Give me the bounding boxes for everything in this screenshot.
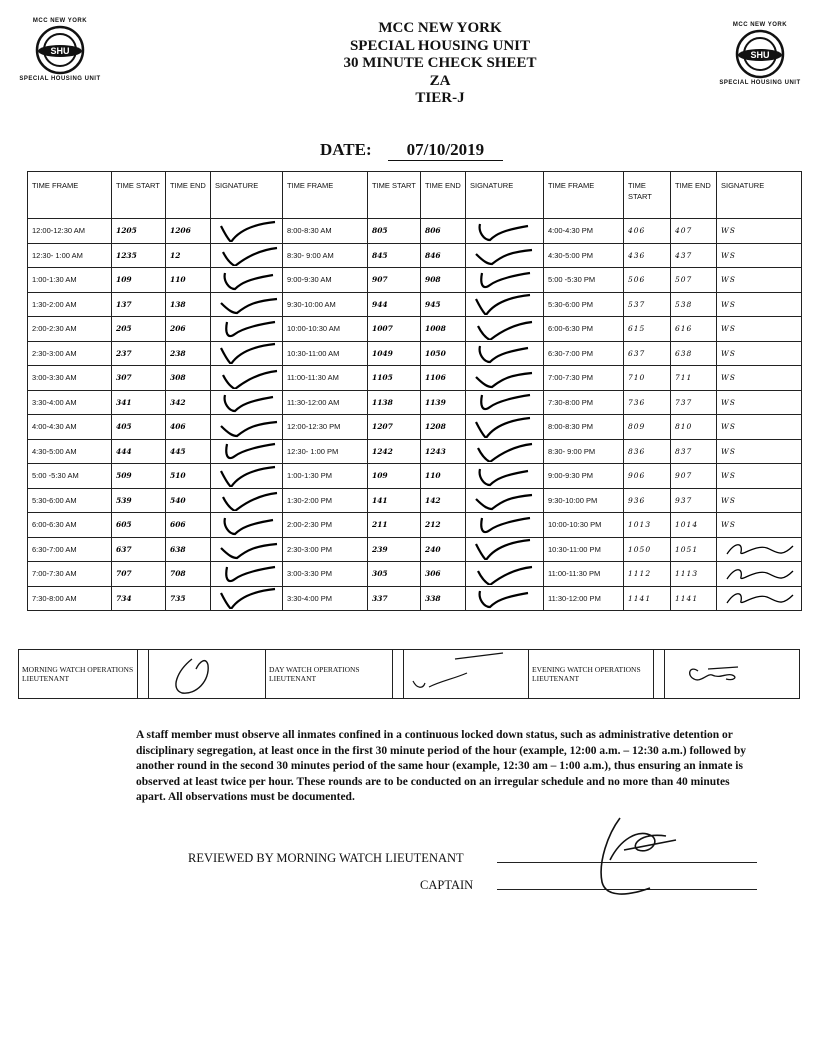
signature-cell (211, 586, 283, 611)
time-end-cell: 711 (671, 366, 717, 391)
time-end-cell: 1243 (421, 439, 466, 464)
time-frame-cell: 5:30-6:00 AM (28, 488, 112, 513)
time-end-cell: 1051 (671, 537, 717, 562)
signature-cell (211, 317, 283, 342)
time-frame-cell: 10:30-11:00 PM (544, 537, 624, 562)
signature-cell (211, 366, 283, 391)
time-start-cell: 1013 (624, 513, 671, 538)
signature-cell (466, 488, 544, 513)
column-header: TIME START (112, 172, 166, 219)
time-end-cell: 708 (166, 562, 211, 587)
table-row (28, 537, 802, 562)
handwritten-signature (215, 587, 283, 609)
time-end-cell: 937 (671, 488, 717, 513)
time-start-cell: 539 (112, 488, 166, 513)
time-frame-cell: 7:00-7:30 AM (28, 562, 112, 587)
time-frame-cell: 11:30-12:00 PM (544, 586, 624, 611)
signature-cell (717, 537, 802, 562)
column-header: SIGNATURE (466, 172, 544, 219)
handwritten-signature (215, 440, 283, 462)
time-frame-cell: 1:00-1:30 PM (283, 464, 368, 489)
column-header: TIME FRAME (283, 172, 368, 219)
time-end-cell: 1008 (421, 317, 466, 342)
time-start-cell: 637 (624, 341, 671, 366)
signature-initials-cell: WS (717, 268, 802, 293)
signature-initials-cell: WS (717, 513, 802, 538)
signature-cell (466, 562, 544, 587)
time-end-cell: 810 (671, 415, 717, 440)
time-start-cell: 1235 (112, 243, 166, 268)
signature-cell (466, 317, 544, 342)
signature-cell (466, 464, 544, 489)
time-frame-cell: 4:00-4:30 PM (544, 219, 624, 244)
table-row (28, 243, 802, 268)
table-row (28, 488, 802, 513)
time-frame-cell: 12:30- 1:00 PM (283, 439, 368, 464)
signature-cell (211, 390, 283, 415)
handwritten-signature (215, 342, 283, 364)
time-end-cell: 1206 (166, 219, 211, 244)
time-end-cell: 212 (421, 513, 466, 538)
handwritten-signature (215, 293, 283, 315)
time-frame-cell: 8:30- 9:00 PM (544, 439, 624, 464)
table-row (28, 586, 802, 611)
signature-cell (466, 243, 544, 268)
table-row (28, 268, 802, 293)
table-row (28, 415, 802, 440)
reviewer-handwritten-signature (580, 810, 690, 905)
time-frame-cell: 8:30- 9:00 AM (283, 243, 368, 268)
time-end-cell: 406 (166, 415, 211, 440)
time-start-cell: 944 (368, 292, 421, 317)
column-header: TIME END (421, 172, 466, 219)
handwritten-signature (215, 514, 283, 536)
time-frame-cell: 8:00-8:30 PM (544, 415, 624, 440)
time-end-cell: 908 (421, 268, 466, 293)
time-frame-cell: 12:00-12:30 PM (283, 415, 368, 440)
day-watch-label: DAY WATCH OPERATIONS LIEUTENANT (266, 650, 393, 699)
time-frame-cell: 6:30-7:00 AM (28, 537, 112, 562)
heading-line-2: SPECIAL HOUSING UNIT (349, 37, 531, 54)
time-frame-cell: 1:30-2:00 AM (28, 292, 112, 317)
signature-cell (466, 268, 544, 293)
date-value: 07/10/2019 (388, 140, 503, 161)
time-end-cell: 846 (421, 243, 466, 268)
time-end-cell: 1139 (421, 390, 466, 415)
time-start-cell: 1207 (368, 415, 421, 440)
logo-text-bottom: SPECIAL HOUSING UNIT (19, 76, 101, 82)
signature-cell (466, 537, 544, 562)
time-start-cell: 444 (112, 439, 166, 464)
morning-watch-signature (149, 650, 266, 699)
time-end-cell: 238 (166, 341, 211, 366)
time-start-cell: 734 (112, 586, 166, 611)
signature-cell (211, 439, 283, 464)
time-end-cell: 1113 (671, 562, 717, 587)
table-row (28, 341, 802, 366)
signature-cell (211, 464, 283, 489)
time-end-cell: 1141 (671, 586, 717, 611)
time-end-cell: 342 (166, 390, 211, 415)
time-frame-cell: 5:00 -5:30 AM (28, 464, 112, 489)
date-row (320, 140, 503, 161)
heading-line-5: TIER-J (415, 90, 465, 106)
signature-cell (211, 292, 283, 317)
time-frame-cell: 5:00 -5:30 PM (544, 268, 624, 293)
column-header: TIME START (624, 172, 671, 219)
time-end-cell: 110 (166, 268, 211, 293)
time-end-cell: 507 (671, 268, 717, 293)
time-end-cell: 12 (166, 243, 211, 268)
sheet-heading (250, 20, 630, 108)
column-header: SIGNATURE (717, 172, 802, 219)
handwritten-signature (470, 563, 540, 585)
seal-icon (34, 24, 86, 76)
time-frame-cell: 3:30-4:00 PM (283, 586, 368, 611)
handwritten-signature (470, 440, 540, 462)
time-start-cell: 736 (624, 390, 671, 415)
column-header: TIME END (166, 172, 211, 219)
time-frame-cell: 7:30-8:00 AM (28, 586, 112, 611)
time-frame-cell: 2:00-2:30 AM (28, 317, 112, 342)
handwritten-signature (470, 416, 540, 438)
handwritten-signature (215, 269, 283, 291)
logo-text-bottom: SPECIAL HOUSING UNIT (719, 80, 801, 86)
time-end-cell: 1106 (421, 366, 466, 391)
time-end-cell: 308 (166, 366, 211, 391)
handwritten-signature (470, 293, 540, 315)
signature-cell (466, 439, 544, 464)
captain-label: CAPTAIN (420, 878, 474, 892)
table-row (28, 513, 802, 538)
time-frame-cell: 11:30-12:00 AM (283, 390, 368, 415)
handwritten-signature (215, 416, 283, 438)
time-start-cell: 906 (624, 464, 671, 489)
time-start-cell: 237 (112, 341, 166, 366)
handwritten-signature (470, 367, 540, 389)
morning-watch-label: MORNING WATCH OPERATIONS LIEUTENANT (19, 650, 138, 699)
time-end-cell: 306 (421, 562, 466, 587)
column-header: TIME FRAME (28, 172, 112, 219)
time-end-cell: 510 (166, 464, 211, 489)
signature-initials-cell: WS (717, 464, 802, 489)
evening-watch-signature (665, 650, 800, 699)
signature-cell (466, 513, 544, 538)
time-frame-cell: 10:00-10:30 PM (544, 513, 624, 538)
time-start-cell: 1049 (368, 341, 421, 366)
handwritten-signature (215, 538, 283, 560)
signature-initials-cell: WS (717, 341, 802, 366)
handwritten-signature (470, 269, 540, 291)
table-row (28, 562, 802, 587)
signature-cell (211, 268, 283, 293)
shu-logo-left (14, 18, 106, 82)
handwritten-signature (470, 538, 540, 560)
time-frame-cell: 11:00-11:30 PM (544, 562, 624, 587)
signature-cell (717, 562, 802, 587)
time-frame-cell: 4:30-5:00 PM (544, 243, 624, 268)
table-row (28, 464, 802, 489)
watch-signoff-table (18, 649, 800, 699)
time-frame-cell: 9:30-10:00 PM (544, 488, 624, 513)
time-start-cell: 936 (624, 488, 671, 513)
time-end-cell: 407 (671, 219, 717, 244)
handwritten-signature (215, 489, 283, 511)
time-end-cell: 606 (166, 513, 211, 538)
time-start-cell: 307 (112, 366, 166, 391)
time-start-cell: 141 (368, 488, 421, 513)
time-frame-cell: 6:00-6:30 PM (544, 317, 624, 342)
table-row (28, 219, 802, 244)
table-row (28, 292, 802, 317)
time-end-cell: 445 (166, 439, 211, 464)
time-frame-cell: 9:00-9:30 AM (283, 268, 368, 293)
signature-cell (466, 219, 544, 244)
signature-cell (211, 243, 283, 268)
time-start-cell: 605 (112, 513, 166, 538)
column-header: TIME FRAME (544, 172, 624, 219)
handwritten-signature (215, 367, 283, 389)
logo-text-top: MCC NEW YORK (732, 22, 788, 28)
time-frame-cell: 12:30- 1:00 AM (28, 243, 112, 268)
signature-cell (466, 292, 544, 317)
handwritten-signature (470, 514, 540, 536)
time-frame-cell: 6:00-6:30 AM (28, 513, 112, 538)
signature-initials-cell: WS (717, 219, 802, 244)
signature-initials-cell: WS (717, 243, 802, 268)
time-end-cell: 138 (166, 292, 211, 317)
time-start-cell: 405 (112, 415, 166, 440)
time-frame-cell: 10:30-11:00 AM (283, 341, 368, 366)
handwritten-signature (215, 244, 283, 266)
time-end-cell: 1050 (421, 341, 466, 366)
signature-cell (717, 586, 802, 611)
handwritten-signature (470, 342, 540, 364)
time-start-cell: 436 (624, 243, 671, 268)
signature-initials-cell: WS (717, 415, 802, 440)
time-frame-cell: 1:00-1:30 AM (28, 268, 112, 293)
time-frame-cell: 9:30-10:00 AM (283, 292, 368, 317)
day-watch-signature (404, 650, 529, 699)
time-frame-cell: 10:00-10:30 AM (283, 317, 368, 342)
handwritten-signature (470, 244, 540, 266)
time-start-cell: 109 (112, 268, 166, 293)
time-frame-cell: 2:00-2:30 PM (283, 513, 368, 538)
time-end-cell: 945 (421, 292, 466, 317)
handwritten-signature (407, 651, 517, 695)
signature-initials-cell: WS (717, 317, 802, 342)
policy-paragraph: A staff member must observe all inmates confined in a continuous locked down status, such as administrative detention or disciplinary segregation, at least once in the first 30 minute period of the hour (example, 12:00 a.m. – 12:30 a.m.) followed by another round in the second 30 minutes period of the same hour (example, 12:30 am – 1:00 a.m.), thus ensuring an inmate is observed at least twice per hour. These rounds are to be conducted on an irregular schedule and no more than 40 minutes apart. All observations must be documented. (136, 729, 746, 803)
signature-cell (211, 415, 283, 440)
reviewed-by-label: REVIEWED BY MORNING WATCH LIEUTENANT (188, 851, 464, 865)
time-frame-cell: 7:00-7:30 PM (544, 366, 624, 391)
column-header: TIME END (671, 172, 717, 219)
signature-initials-cell: WS (717, 366, 802, 391)
time-frame-cell: 3:30-4:00 AM (28, 390, 112, 415)
handwritten-signature (470, 318, 540, 340)
handwritten-signature (152, 651, 252, 695)
table-row (28, 439, 802, 464)
time-end-cell: 240 (421, 537, 466, 562)
time-start-cell: 506 (624, 268, 671, 293)
time-start-cell: 1050 (624, 537, 671, 562)
time-end-cell: 1014 (671, 513, 717, 538)
time-end-cell: 142 (421, 488, 466, 513)
svg-text:SHU: SHU (50, 46, 70, 56)
signature-cell (466, 366, 544, 391)
time-start-cell: 805 (368, 219, 421, 244)
time-end-cell: 110 (421, 464, 466, 489)
handwritten-signature (668, 651, 778, 695)
time-end-cell: 837 (671, 439, 717, 464)
time-start-cell: 509 (112, 464, 166, 489)
time-end-cell: 437 (671, 243, 717, 268)
time-start-cell: 836 (624, 439, 671, 464)
time-end-cell: 737 (671, 390, 717, 415)
time-start-cell: 239 (368, 537, 421, 562)
time-end-cell: 540 (166, 488, 211, 513)
time-start-cell: 1205 (112, 219, 166, 244)
time-start-cell: 537 (624, 292, 671, 317)
signature-cell (211, 562, 283, 587)
time-end-cell: 638 (671, 341, 717, 366)
time-start-cell: 615 (624, 317, 671, 342)
date-label: DATE: (320, 140, 372, 159)
time-start-cell: 809 (624, 415, 671, 440)
table-row (28, 317, 802, 342)
signature-initials-cell: WS (717, 390, 802, 415)
handwritten-signature (721, 563, 801, 585)
check-log-table (27, 171, 802, 611)
time-end-cell: 907 (671, 464, 717, 489)
time-start-cell: 305 (368, 562, 421, 587)
time-frame-cell: 5:30-6:00 PM (544, 292, 624, 317)
time-start-cell: 1112 (624, 562, 671, 587)
time-start-cell: 1007 (368, 317, 421, 342)
time-start-cell: 845 (368, 243, 421, 268)
time-start-cell: 211 (368, 513, 421, 538)
time-start-cell: 707 (112, 562, 166, 587)
signature-cell (211, 219, 283, 244)
column-header: SIGNATURE (211, 172, 283, 219)
signature-cell (211, 488, 283, 513)
time-frame-cell: 8:00-8:30 AM (283, 219, 368, 244)
time-start-cell: 907 (368, 268, 421, 293)
signature-cell (211, 537, 283, 562)
time-end-cell: 338 (421, 586, 466, 611)
time-frame-cell: 1:30-2:00 PM (283, 488, 368, 513)
time-frame-cell: 4:00-4:30 AM (28, 415, 112, 440)
time-start-cell: 109 (368, 464, 421, 489)
signature-initials-cell: WS (717, 488, 802, 513)
signature-cell (211, 341, 283, 366)
handwritten-signature (470, 391, 540, 413)
column-header: TIME START (368, 172, 421, 219)
time-end-cell: 735 (166, 586, 211, 611)
evening-watch-label: EVENING WATCH OPERATIONS LIEUTENANT (529, 650, 654, 699)
seal-icon (734, 28, 786, 80)
time-start-cell: 1242 (368, 439, 421, 464)
time-end-cell: 1208 (421, 415, 466, 440)
time-start-cell: 341 (112, 390, 166, 415)
signature-cell (466, 390, 544, 415)
time-start-cell: 637 (112, 537, 166, 562)
handwritten-signature (215, 563, 283, 585)
table-header-row (28, 172, 802, 219)
handwritten-signature (215, 318, 283, 340)
heading-line-1: MCC NEW YORK (378, 20, 502, 36)
time-frame-cell: 2:30-3:00 PM (283, 537, 368, 562)
handwritten-signature (215, 391, 283, 413)
time-start-cell: 137 (112, 292, 166, 317)
table-row (28, 366, 802, 391)
time-frame-cell: 11:00-11:30 AM (283, 366, 368, 391)
time-start-cell: 1141 (624, 586, 671, 611)
heading-line-4: ZA (429, 72, 451, 89)
time-end-cell: 616 (671, 317, 717, 342)
handwritten-signature (721, 587, 801, 609)
time-end-cell: 206 (166, 317, 211, 342)
time-end-cell: 806 (421, 219, 466, 244)
svg-text:SHU: SHU (750, 50, 770, 60)
table-body (28, 219, 802, 611)
handwritten-signature (721, 538, 801, 560)
time-frame-cell: 4:30-5:00 AM (28, 439, 112, 464)
time-start-cell: 710 (624, 366, 671, 391)
logo-text-top: MCC NEW YORK (32, 18, 88, 24)
table-row (28, 390, 802, 415)
time-frame-cell: 2:30-3:00 AM (28, 341, 112, 366)
heading-line-3: 30 MINUTE CHECK SHEET (343, 55, 537, 71)
time-frame-cell: 9:00-9:30 PM (544, 464, 624, 489)
shu-logo-right (714, 22, 806, 86)
time-end-cell: 638 (166, 537, 211, 562)
signature-cell (466, 586, 544, 611)
signature-cell (466, 341, 544, 366)
time-end-cell: 538 (671, 292, 717, 317)
handwritten-signature (215, 220, 283, 242)
time-start-cell: 337 (368, 586, 421, 611)
time-frame-cell: 12:00-12:30 AM (28, 219, 112, 244)
time-start-cell: 406 (624, 219, 671, 244)
time-frame-cell: 3:00-3:30 PM (283, 562, 368, 587)
handwritten-signature (470, 465, 540, 487)
signature-initials-cell: WS (717, 292, 802, 317)
time-frame-cell: 7:30-8:00 PM (544, 390, 624, 415)
handwritten-signature (215, 465, 283, 487)
signature-initials-cell: WS (717, 439, 802, 464)
handwritten-signature (470, 489, 540, 511)
signature-cell (211, 513, 283, 538)
time-start-cell: 205 (112, 317, 166, 342)
time-frame-cell: 6:30-7:00 PM (544, 341, 624, 366)
handwritten-signature (470, 220, 540, 242)
time-frame-cell: 3:00-3:30 AM (28, 366, 112, 391)
time-start-cell: 1105 (368, 366, 421, 391)
signature-cell (466, 415, 544, 440)
handwritten-signature (470, 587, 540, 609)
time-start-cell: 1138 (368, 390, 421, 415)
